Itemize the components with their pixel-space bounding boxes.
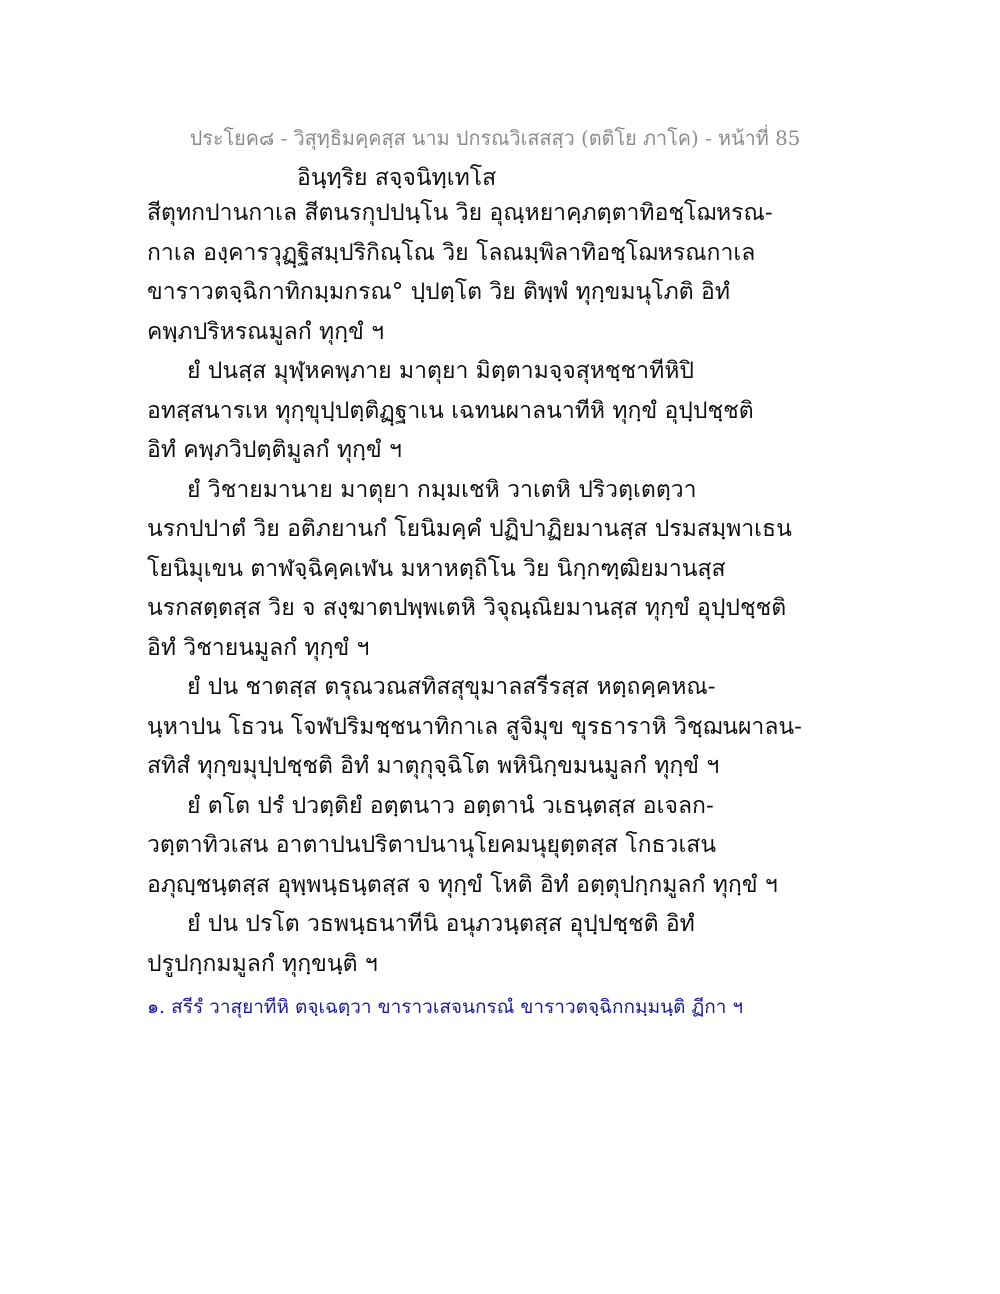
footnote: ๑. สรีรํ วาสุยาทีหิ ตจฺเฉตฺวา ขาราวเสจนกรณํ ขาราวตจฺฉิกกมฺมนฺติ ฏีกา ฯ [147, 996, 744, 1018]
text-line: นรกสตฺตสฺส วิย จ สงฺฆาตปพฺพเตหิ วิจุณฺณิยมานสฺส ทุกฺขํ อุปฺปชฺชติ [147, 595, 787, 621]
text-line: ขาราวตจฺฉิกาทิกมฺมกรณ° ปฺปตฺโต วิย ติพฺพํ ทุกฺขมนุโภติ อิทํ [147, 279, 731, 305]
section-title: อินฺทฺริย สจฺจนิทฺเทโส [297, 165, 497, 191]
text-line: โยนิมุเขน ตาฬจฺฉิคฺคเฬน มหาหตฺถิโน วิย นิกฺกฑฺฒิยมานสฺส [147, 555, 726, 582]
paragraph-start-line: ยํ ปน ปรโต วธพนฺธนาทีนิ อนุภวนฺตสฺส อุปฺปชฺชติ อิทํ [187, 911, 695, 937]
text-line: นรกปปาตํ วิย อติภยานกํ โยนิมคฺคํ ปฏิปาฏิยมานสฺส ปรมสมฺพาเธน [147, 516, 792, 542]
text-line: สทิสํ ทุกฺขมุปฺปชฺชติ อิทํ มาตุกุจฺฉิโต พหินิกฺขมนมูลกํ ทุกฺขํ ฯ [147, 753, 720, 779]
text-line: อิทํ วิชายนมูลกํ ทุกฺขํ ฯ [147, 634, 370, 661]
body-text [147, 194, 867, 984]
text-line: อภุญฺชนฺตสฺส อุพฺพนฺธนฺตสฺส จ ทุกฺขํ โหติ อิทํ อตฺตุปกฺกมูลกํ ทุกฺขํ ฯ [147, 871, 778, 898]
paragraph-start-line: ยํ ตโต ปรํ ปวตฺติยํ อตฺตนาว อตฺตานํ วเธนฺตสฺส อเจลก- [187, 792, 714, 819]
text-line: นฺหาปน โธวน โจฬปริมชฺชนาทิกาเล สูจิมุข ขุรธาราหิ วิชฺฌนผาลน- [147, 713, 802, 740]
text-line: กาเล องฺคารวุฏฺฐิสมฺปริกิณฺโณ วิย โลณมฺพิลาทิอชฺโฌหรณกาเล [147, 239, 756, 266]
paragraph-start-line: ยํ ปน ชาตสฺส ตรุณวณสทิสสุขุมาลสรีรสฺส หตฺถคฺคหณ- [187, 674, 716, 700]
paragraph-start-line: ยํ ปนสฺส มุฬฺหคพฺภาย มาตุยา มิตฺตามจฺจสุหชฺชาทีหิปิ [187, 358, 694, 384]
text-line: อิทํ คพฺภวิปตฺติมูลกํ ทุกฺขํ ฯ [147, 437, 402, 463]
text-line: วตฺตาทิวเสน อาตาปนปริตาปนานุโยคมนุยุตฺตสฺส โกธวเสน [147, 832, 717, 858]
text-line: สีตุทกปานกาเล สีตนรกุปปนฺโน วิย อุณฺหยาคฺภตฺตาทิอชฺโฌหรณ- [147, 200, 773, 226]
text-line: อทสฺสนารเห ทุกฺขุปฺปตฺติฏฺฐาเน เฉทนผาลนาทีหิ ทุกฺขํ อุปฺปชฺชติ [147, 397, 754, 424]
running-header: ประโยค๘ - วิสุทฺธิมคฺคสฺส นาม ปกรณวิเสสสฺว (ตติโย ภาโค) - หน้าที่ 85 [189, 126, 801, 150]
text-line: คพฺภปริหรณมูลกํ ทุกฺขํ ฯ [147, 318, 385, 345]
text-line: ปรูปกฺกมมูลกํ ทุกฺขนฺติ ฯ [147, 950, 378, 977]
paragraph-start-line: ยํ วิชายมานาย มาตุยา กมฺมเชหิ วาเตหิ ปริวตฺเตตฺวา [187, 476, 697, 503]
